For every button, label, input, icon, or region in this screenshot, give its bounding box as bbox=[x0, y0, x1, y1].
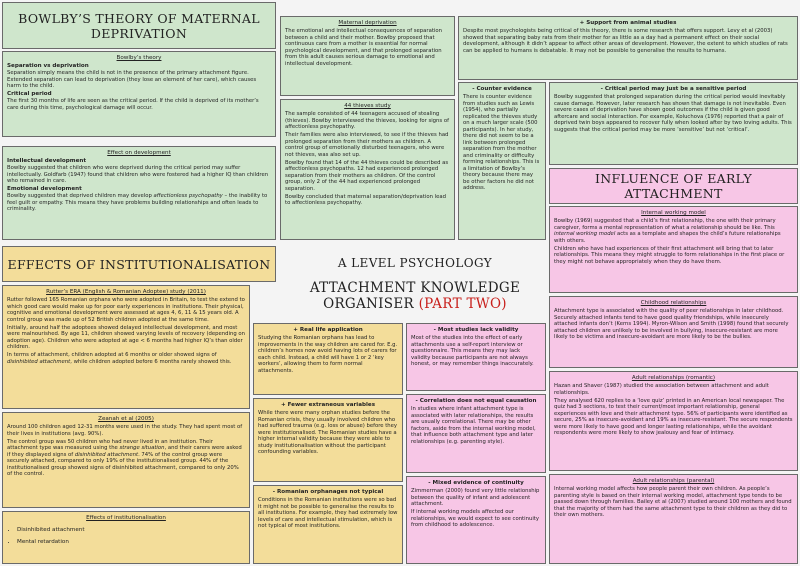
iwm-box bbox=[549, 206, 798, 293]
adult-romantic-text-1: Hazan and Shaver (1987) studied the association between attachment and adult relationships. bbox=[554, 383, 769, 396]
organiser-title bbox=[282, 248, 548, 318]
effect-on-development-box bbox=[2, 146, 276, 240]
rutter-text-3a: In terms of attachment, children adopted at 6 months or older showed signs of bbox=[7, 352, 217, 358]
iwm-text-1a: Bowlby (1969) suggested that a child’s first relationship, the one with their primary caregiver, forms a mental representation of what a relationship should be like. This bbox=[554, 218, 776, 231]
institutionalisation-banner bbox=[2, 246, 276, 282]
intellectual-heading: Intellectual development bbox=[7, 158, 87, 164]
iwm-text-1b: internal working model bbox=[554, 231, 616, 237]
fewer-extraneous-title: + Fewer extraneous variables bbox=[280, 402, 376, 408]
zeanah-title: Zeanah et al (2005) bbox=[98, 416, 154, 422]
maternal-deprivation-box bbox=[280, 16, 455, 96]
zeanah-text-2 bbox=[7, 439, 245, 478]
adult-parental-box bbox=[549, 474, 798, 564]
fewer-extraneous-text: While there were many orphan studies before the Romanian crisis, they usually involved children who had suffered trauma (e.g. loss or abuse) before they were institutionalised. The Romanian studies have a higher internal validity because they were able to study institutionalisation without the participant confounding variables. bbox=[258, 410, 398, 455]
correlation-text: In studies where infant attachment type is associated with later relationships, the results are usually correlational. There may be other factors, aside from the internal working model, that influence both attachment type and later relationships (e.g. parenting style). bbox=[411, 406, 536, 445]
lacks-validity-text: Most of the studies into the effect of early attachments use a self-report interview or questionnaire. This means they may lack validity because participants are not always honest, or may remember things inaccurately. bbox=[411, 335, 534, 367]
correlation-title: - Correlation does not equal causation bbox=[415, 398, 537, 404]
rutter-text-2: Initially, around half the adoptees showed delayed intellectual development, and most were malnourished. By age 11, children showed varying levels of recovery (depending on adoption age). Children who were adopted at age < 6 months had higher IQ’s than older children. bbox=[7, 324, 245, 350]
bowlby-banner bbox=[2, 2, 276, 49]
effects-list-item: • Disinhibited attachment bbox=[17, 524, 245, 536]
emotional-text-a: Bowlby suggested that deprived children may develop bbox=[7, 193, 154, 199]
thieves-study-title: 44 thieves study bbox=[344, 103, 391, 109]
influence-banner bbox=[549, 168, 798, 204]
bowlby-theory-title: Bowlby’s theory bbox=[116, 55, 162, 61]
rutter-text-3 bbox=[7, 352, 245, 365]
adult-romantic-title: Adult relationships (romantic) bbox=[631, 375, 716, 381]
bowlby-banner-title: BOWLBY’S THEORY OF MATERNAL DEPRIVATION bbox=[18, 10, 260, 41]
adult-romantic-text-2: They analysed 620 replies to a ‘love quiz’ printed in an American local newspaper. The quiz had 3 sections, to test their current/most important relationship, general experiences with love and their attachment type. 56% of participants were identified as secure, 25% as insecure-avoidant and 19% as insecure-resistant. The secure respondents were more likely to have good and longer lasting relationships, while the avoidant respondents were more likely to show jealousy and fear of intimacy. bbox=[554, 397, 793, 436]
emotional-text-b: affectionless psychopathy bbox=[153, 193, 223, 199]
critical-period-heading: Critical period bbox=[7, 91, 52, 97]
correlation-box bbox=[406, 394, 546, 473]
real-life-title: + Real life application bbox=[293, 327, 363, 333]
fewer-extraneous-box bbox=[253, 398, 403, 482]
rutter-text-3c: , while children adopted before 6 months rarely showed this. bbox=[70, 358, 232, 365]
mixed-evidence-text-1: Zimmerman (2000) found very little relationship between the quality of infant and adolescent attachment. bbox=[411, 488, 540, 507]
zeanah-text-1: Around 100 children aged 12-31 months were used in the study. They had spent most of their lives in institutions (avg. 90%). bbox=[7, 424, 243, 437]
effects-list-item: • Mental retardation bbox=[17, 536, 245, 548]
emotional-heading: Emotional development bbox=[7, 186, 82, 192]
support-animal-box bbox=[458, 16, 798, 80]
iwm-text-1 bbox=[554, 218, 793, 244]
real-life-text: Studying the Romanian orphans has lead to improvements in the way children are cared for. E.g. children’s homes now avoid having lots of carers for each child. Instead, a child will have 1 or 2 ‘key workers’, allowing them to form normal attachments. bbox=[258, 335, 398, 374]
subject-heading: A LEVEL PSYCHOLOGY bbox=[337, 256, 493, 270]
emotional-text-c: – the inability to feel guilt or empathy. This means they have problems building relationships and often leads to criminality. bbox=[7, 193, 268, 212]
iwm-title: Internal working model bbox=[641, 210, 706, 216]
critical-period-box-title: - Critical period may just be a sensitive period bbox=[600, 86, 747, 92]
effect-on-development-title: Effect on development bbox=[107, 150, 171, 156]
zeanah-text-2a: The control group was 50 children who had never lived in an institution. Their attachment type was measured using the bbox=[7, 438, 213, 451]
mixed-evidence-box bbox=[406, 476, 546, 564]
counter-evidence-title: - Counter evidence bbox=[472, 86, 532, 92]
counter-evidence-box bbox=[458, 82, 546, 240]
thieves-study-text-2: Their families were also interviewed, to see if the thieves had prolonged separation from their mothers as children. A control group of emotionally disturbed teenagers, who were not thieves, was also set up. bbox=[285, 132, 449, 158]
organiser-heading bbox=[282, 280, 548, 312]
thieves-study-box bbox=[280, 99, 455, 240]
organiser-heading-main: ATTACHMENT KNOWLEDGE ORGANISER bbox=[309, 280, 521, 312]
influence-banner-title: INFLUENCE OF EARLY ATTACHMENT bbox=[594, 171, 753, 201]
effects-list bbox=[17, 524, 245, 548]
zeanah-box bbox=[2, 412, 250, 508]
iwm-text-2: Children who have had experiences of their first attachment will bring that to later relationships. This means they might struggle to form relationships in the first place or they might not behave appropriately when they do have them. bbox=[554, 245, 785, 265]
childhood-relationships-title: Childhood relationships bbox=[640, 300, 707, 306]
institutionalisation-banner-title: EFFECTS OF INSTITUTIONALISATION bbox=[7, 256, 271, 272]
organiser-heading-part: (PART TWO) bbox=[418, 296, 507, 312]
critical-period-box-text: Bowlby suggested that prolonged separation during the critical period would inevitably cause damage. However, later research has shown that damage is not inevitable. Even severe cases of deprivation have shown good outcomes if the child is given good aftercare and social interaction. For example, Koluchova (1976) reported that a pair of deprived twin boys appeared to recover fully when looked after by two loving adults. This suggests that the critical period may be more ‘sensitive’ but not ‘critical’. bbox=[554, 94, 792, 133]
maternal-deprivation-title: Maternal deprivation bbox=[338, 20, 397, 26]
adult-parental-title: Adult relationships (parental) bbox=[632, 478, 715, 484]
effects-institutionalisation-title: Effects of institutionalisation bbox=[86, 515, 166, 521]
maternal-deprivation-text: The emotional and intellectual consequences of separation between a child and their mother. Bowlby proposed that continuous care from a mother is essential for normal psychological development, and that prolonged separation from this adult causes serious damage to emotional and intellectual development. bbox=[285, 28, 442, 67]
thieves-study-text-3: Bowlby found that 14 of the 44 thieves could be described as affectionless psychopaths. 12 had experienced prolonged separation from their mothers as children. Of the control group, only 2 of the 44 had experienced prolonged separation. bbox=[285, 159, 449, 192]
mixed-evidence-text-2: If internal working models affected our relationships, we would expect to see continuity from childhood to adolescence. bbox=[411, 509, 539, 528]
lacks-validity-title: - Most studies lack validity bbox=[433, 327, 519, 333]
thieves-study-text-1: The sample consisted of 44 teenagers accused of stealing (thieves). Bowlby interviewed the thieves, looking for signs of affectionless psychopathy. bbox=[285, 111, 449, 130]
childhood-relationships-text: Attachment type is associated with the quality of peer relationships in later childhood. Securely attached infants tend to have good quality friendships, while insecurely attached infants don’t (Kerns 1994). Myron-Wilson and Smith (1998) found that securely attached children are unlikely to be involved in bullying, insecure-resistant are more likely to be victims and insecure-avoidant are more likely to be the bullies. bbox=[554, 308, 789, 340]
adult-romantic-box bbox=[549, 371, 798, 471]
rutter-box bbox=[2, 285, 250, 409]
mixed-evidence-title: - Mixed evidence of continuity bbox=[428, 480, 524, 486]
emotional-text bbox=[7, 193, 271, 213]
support-animal-title: + Support from animal studies bbox=[579, 20, 677, 26]
effects-institutionalisation-box bbox=[2, 511, 250, 564]
zeanah-text-2d: disinhibited attachment bbox=[74, 451, 139, 458]
rutter-text-1: Rutter followed 165 Romanian orphans who were adopted in Britain, to test the extend to which good care would make up for poor early experiences in institutions. Their physical, cognitive and emotional development were assessed at ages 4, 6, 11 & 15 years old. A control group was made up of 52 British children adopted at the same time. bbox=[7, 297, 245, 323]
rutter-title: Rutter’s ERA (English & Romanian Adoptee) study (2011) bbox=[46, 289, 206, 295]
thieves-study-text-4: Bowlby concluded that maternal separation/deprivation lead to affectionless psychopathy. bbox=[285, 193, 446, 206]
bowlby-theory-box bbox=[2, 51, 276, 137]
separation-heading: Separation vs deprivation bbox=[7, 63, 89, 69]
support-animal-text: Despite most psychologists being critical of this theory, there is some research that offers support. Levy et al (2003) showed that separating baby rats from their mother for as little as a day had a permanent effect on their social development, although it didn’t appear to affect other areas of development. However, the extent to which studies of rats can be applied to humans is debatable. It may not be possible to generalise the results to humans. bbox=[463, 28, 788, 54]
zeanah-text-2e: . 74% of the control group were securely attached, compared to only 19% of the institutionalised group. 44% of the institutionalised group showed signs of disinhibited attachment, compared to only 20% of the control. bbox=[7, 451, 239, 477]
rutter-text-3b: disinhibited attachment bbox=[7, 358, 71, 365]
romanian-not-typical-text: Conditions in the Romanian institutions were so bad it might not be possible to generalise the results to all institutions. For example, they had extremely low levels of care and intellectual stimulation, which is not typical of most institutions. bbox=[258, 497, 398, 529]
iwm-text-1c: acts as a template and shapes the child’s future relationships with others. bbox=[554, 231, 781, 244]
counter-evidence-text: There is counter evidence from studies such as Lewis (1954), who partially replicated the thieves study on a much larger scale (500 participants). In her study, there did not seem to be a link between prolonged separation from the mother and criminality or difficulty forming relationships. This is a limitation of Bowlby’s theory because there may be other factors he did not address. bbox=[463, 94, 540, 191]
romanian-not-typical-title: - Romanian orphanages not typical bbox=[272, 489, 384, 495]
critical-period-text: The first 30 months of life are seen as the critical period. If the child is deprived of its mother’s care during this time, psychological damage will occur. bbox=[7, 98, 259, 111]
lacks-validity-box bbox=[406, 323, 546, 391]
zeanah-text-2c: , and their carers were asked if they displayed signs of bbox=[7, 445, 242, 458]
romanian-not-typical-box bbox=[253, 485, 403, 564]
intellectual-text: Bowlby suggested that children who were deprived during the critical period may suffer intellectually. Goldfarb (1947) found that children who were fostered had a higher IQ than children who remained in care. bbox=[7, 165, 269, 184]
adult-parental-text: Internal working model affects how people parent their own children. As people’s parenting style is based on their internal working model, attachment type tends to be passed down through families. Bailey et al (2007) studied around 100 mothers and found that the majority of them had the same attachment type to their children as they did to their own mothers. bbox=[554, 486, 792, 518]
childhood-relationships-box bbox=[549, 296, 798, 368]
real-life-box bbox=[253, 323, 403, 395]
separation-text: Separation simply means the child is not in the presence of the primary attachment figure. Extended separation can lead to deprivation (they lose an element of her care), which causes harm to the child. bbox=[7, 70, 257, 89]
zeanah-text-2b: strange situation bbox=[119, 445, 165, 451]
critical-period-box bbox=[549, 82, 798, 165]
